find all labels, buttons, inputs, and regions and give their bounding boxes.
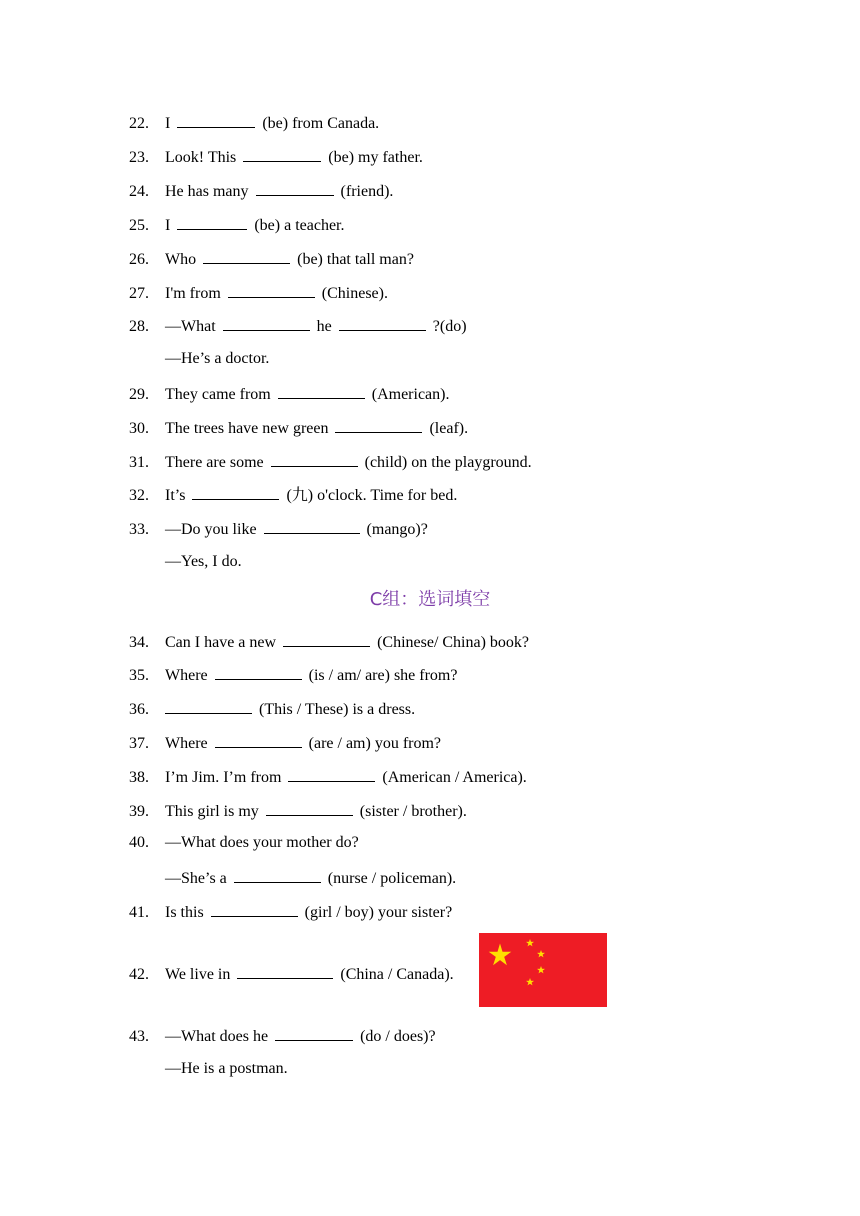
item-text-before: I [165, 217, 171, 234]
response-text: —He is a postman. [165, 1060, 288, 1077]
exercise-item-41 [129, 901, 452, 923]
item-text-after: (friend). [340, 183, 394, 200]
item-text-after: (leaf). [429, 420, 469, 437]
exercise-item-23 [129, 146, 423, 168]
item-text-question: —What does your mother do? [165, 834, 359, 851]
item-text-middle: he [316, 318, 332, 335]
item-text-before: —What does he [165, 1028, 269, 1045]
answer-blank[interactable] [243, 146, 321, 162]
item-text-after: (sister / brother). [359, 803, 467, 820]
item-text-after: (be) from Canada. [262, 115, 380, 132]
answer-blank[interactable] [177, 112, 255, 128]
answer-blank[interactable] [264, 518, 360, 534]
item-number: 41. [129, 904, 149, 921]
answer-blank[interactable] [271, 451, 358, 467]
item-text-before: —What [165, 318, 216, 335]
item-text-before: Can I have a new [165, 634, 277, 651]
exercise-item-37 [129, 732, 441, 754]
exercise-item-28-response [165, 349, 269, 369]
item-number: 43. [129, 1028, 149, 1045]
item-text-after: (九) o'clock. Time for bed. [286, 487, 458, 504]
item-number: 40. [129, 834, 149, 851]
item-text-before: Where [165, 667, 208, 684]
answer-blank[interactable] [339, 315, 426, 331]
exercise-item-38 [129, 766, 527, 788]
answer-blank[interactable] [192, 484, 279, 500]
answer-blank[interactable] [335, 417, 422, 433]
exercise-item-32 [129, 484, 457, 506]
exercise-item-25 [129, 214, 344, 236]
exercise-item-35 [129, 664, 457, 686]
item-text-before: He has many [165, 183, 249, 200]
exercise-item-31 [129, 451, 532, 473]
item-text-before: There are some [165, 454, 264, 471]
item-number: 31. [129, 454, 149, 471]
item-number: 33. [129, 521, 149, 538]
item-number: 24. [129, 183, 149, 200]
item-text-after: (are / am) you from? [308, 735, 442, 752]
item-text-before: I'm from [165, 285, 221, 302]
exercise-item-30 [129, 417, 468, 439]
item-text-before: —She’s a [165, 870, 227, 887]
answer-blank[interactable] [215, 664, 302, 680]
item-text-after: (be) a teacher. [254, 217, 345, 234]
item-text-after: (be) that tall man? [297, 251, 414, 268]
item-number: 32. [129, 487, 149, 504]
item-text-after: (be) my father. [328, 149, 423, 166]
item-number: 22. [129, 115, 149, 132]
answer-blank[interactable] [278, 383, 365, 399]
item-number: 25. [129, 217, 149, 234]
item-number: 29. [129, 386, 149, 403]
answer-blank[interactable] [177, 214, 247, 230]
item-text-before: I [165, 115, 171, 132]
item-number: 28. [129, 318, 149, 335]
response-text: —Yes, I do. [165, 553, 242, 570]
item-text-before: I’m Jim. I’m from [165, 769, 282, 786]
item-text-after: ?(do) [432, 318, 467, 335]
item-text-before: Is this [165, 904, 204, 921]
answer-blank[interactable] [288, 766, 375, 782]
exercise-item-33-response [165, 552, 242, 572]
exercise-item-29 [129, 383, 449, 405]
exercise-item-40 [129, 833, 359, 853]
item-text-before: We live in [165, 966, 231, 983]
exercise-item-26 [129, 248, 414, 270]
answer-blank[interactable] [283, 631, 370, 647]
section-c-heading: C组：选词填空 [369, 589, 491, 610]
answer-blank[interactable] [223, 315, 310, 331]
item-number: 35. [129, 667, 149, 684]
answer-blank[interactable] [215, 732, 302, 748]
item-text-before: It’s [165, 487, 186, 504]
item-number: 26. [129, 251, 149, 268]
answer-blank[interactable] [165, 698, 252, 714]
item-text-after: (child) on the playground. [364, 454, 532, 471]
item-number: 38. [129, 769, 149, 786]
china-flag-icon [479, 933, 607, 1007]
item-number: 36. [129, 701, 149, 718]
answer-blank[interactable] [266, 800, 353, 816]
exercise-item-24 [129, 180, 393, 202]
item-number: 27. [129, 285, 149, 302]
item-text-after: (do / does)? [360, 1028, 436, 1045]
item-number: 34. [129, 634, 149, 651]
exercise-item-40-response [165, 867, 456, 889]
item-text-before: Where [165, 735, 208, 752]
item-text-after: (American). [371, 386, 450, 403]
item-text-before: Who [165, 251, 197, 268]
item-text-before: Look! This [165, 149, 237, 166]
item-text-after: (mango)? [366, 521, 428, 538]
exercise-item-28 [129, 315, 467, 337]
item-text-before: They came from [165, 386, 271, 403]
exercise-item-22 [129, 112, 379, 134]
item-text-before: The trees have new green [165, 420, 329, 437]
item-text-after: (American / America). [382, 769, 527, 786]
exercise-item-43 [129, 1025, 436, 1047]
item-number: 39. [129, 803, 149, 820]
answer-blank[interactable] [211, 901, 298, 917]
item-text-after: (girl / boy) your sister? [304, 904, 453, 921]
answer-blank[interactable] [228, 282, 315, 298]
answer-blank[interactable] [203, 248, 290, 264]
exercise-item-33 [129, 518, 428, 540]
item-number: 30. [129, 420, 149, 437]
item-text-after: (nurse / policeman). [327, 870, 457, 887]
answer-blank[interactable] [234, 867, 321, 883]
item-text-before: —Do you like [165, 521, 257, 538]
exercise-item-34 [129, 631, 529, 653]
item-text-after: (Chinese/ China) book? [377, 634, 530, 651]
item-text-before: This girl is my [165, 803, 259, 820]
item-text-after: (This / These) is a dress. [259, 701, 416, 718]
exercise-item-43-response [165, 1059, 288, 1079]
item-text-after: (China / Canada). [340, 966, 454, 983]
item-number: 42. [129, 966, 149, 983]
item-number: 23. [129, 149, 149, 166]
answer-blank[interactable] [256, 180, 334, 196]
exercise-item-36 [129, 698, 415, 720]
item-text-after: (Chinese). [321, 285, 388, 302]
item-text-after: (is / am/ are) she from? [308, 667, 458, 684]
answer-blank[interactable] [237, 963, 333, 979]
answer-blank[interactable] [275, 1025, 353, 1041]
exercise-item-39 [129, 800, 467, 822]
response-text: —He’s a doctor. [165, 350, 270, 367]
exercise-item-42 [129, 963, 454, 985]
item-number: 37. [129, 735, 149, 752]
exercise-item-27 [129, 282, 388, 304]
